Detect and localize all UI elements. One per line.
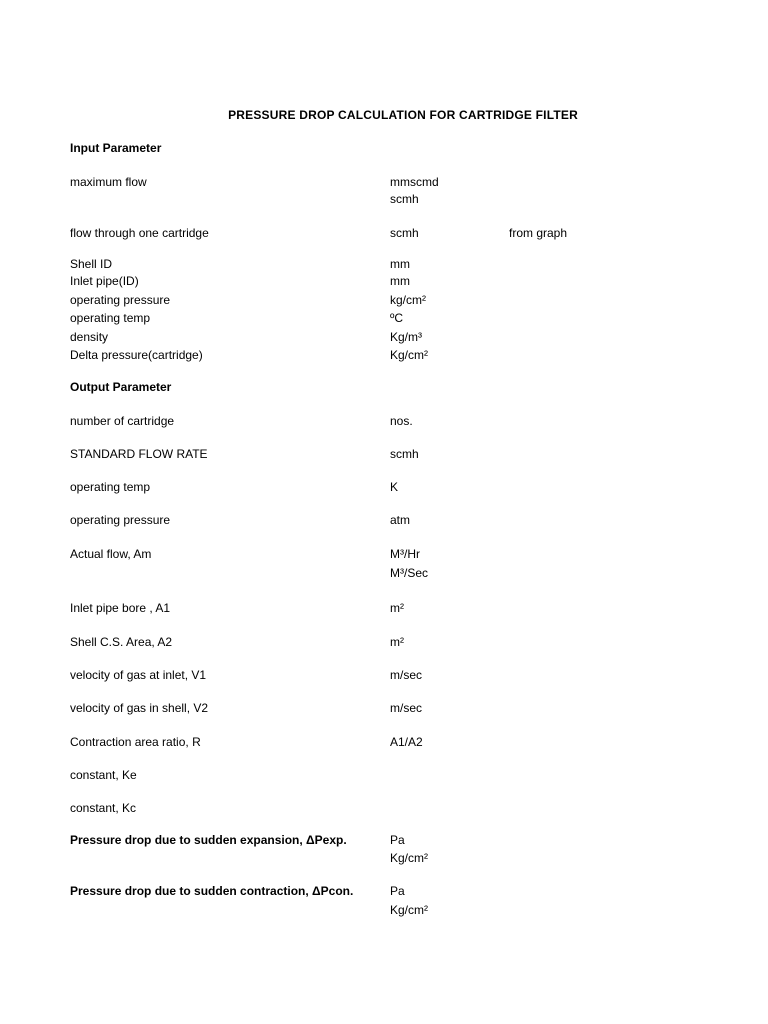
unit-maximum-flow-1: mmscmd [390,175,439,189]
label-operating-temp-out: operating temp [70,480,151,494]
label-maximum-flow: maximum flow [70,175,147,189]
label-velocity-shell: velocity of gas in shell, V2 [70,701,209,715]
label-operating-pressure-out: operating pressure [70,513,171,527]
unit-shell-cs-area: m² [390,635,404,649]
unit-delta-pressure: Kg/cm² [390,348,429,362]
label-velocity-inlet: velocity of gas at inlet, V1 [70,668,207,682]
label-density: density [70,330,109,344]
label-flow-one-cartridge: flow through one cartridge [70,226,209,240]
unit-shell-id: mm [390,257,410,271]
label-operating-temp-in: operating temp [70,311,151,325]
unit-standard-flow-rate: scmh [390,447,419,461]
label-constant-kc: constant, Kc [70,801,137,815]
unit-pressure-drop-expansion-2: Kg/cm² [390,851,429,865]
unit-actual-flow-2: M³/Sec [390,566,429,580]
label-standard-flow-rate: STANDARD FLOW RATE [70,447,208,461]
input-section-heading: Input Parameter [70,141,162,155]
unit-pressure-drop-expansion-1: Pa [390,833,405,847]
label-pressure-drop-contraction: Pressure drop due to sudden contraction, ΔPcon. [70,884,354,898]
label-pressure-drop-expansion: Pressure drop due to sudden expansion, ΔPexp. [70,833,347,847]
unit-inlet-pipe-id: mm [390,274,410,288]
note-from-graph: from graph [509,226,568,240]
unit-density: Kg/m³ [390,330,423,344]
unit-velocity-inlet: m/sec [390,668,423,682]
label-inlet-pipe-id: Inlet pipe(ID) [70,274,139,288]
label-shell-cs-area: Shell C.S. Area, A2 [70,635,173,649]
label-delta-pressure: Delta pressure(cartridge) [70,348,203,362]
unit-flow-one-cartridge: scmh [390,226,419,240]
unit-number-of-cartridge: nos. [390,414,413,428]
unit-actual-flow-1: M³/Hr [390,547,420,561]
label-constant-ke: constant, Ke [70,768,137,782]
unit-operating-temp-in: ºC [390,311,404,325]
label-actual-flow: Actual flow, Am [70,547,152,561]
label-operating-pressure-in: operating pressure [70,293,171,307]
unit-operating-pressure-in: kg/cm² [390,293,426,307]
unit-pressure-drop-contraction-2: Kg/cm² [390,903,429,917]
label-number-of-cartridge: number of cartridge [70,414,175,428]
unit-velocity-shell: m/sec [390,701,423,715]
unit-inlet-pipe-bore: m² [390,601,404,615]
output-section-heading: Output Parameter [70,380,172,394]
label-contraction-ratio: Contraction area ratio, R [70,735,201,749]
page-title: PRESSURE DROP CALCULATION FOR CARTRIDGE FILTER [228,108,578,122]
unit-operating-temp-out: K [390,480,399,494]
unit-pressure-drop-contraction-1: Pa [390,884,405,898]
unit-contraction-ratio: A1/A2 [390,735,423,749]
unit-maximum-flow-2: scmh [390,192,419,206]
label-inlet-pipe-bore: Inlet pipe bore , A1 [70,601,171,615]
label-shell-id: Shell ID [70,257,113,271]
unit-operating-pressure-out: atm [390,513,411,527]
